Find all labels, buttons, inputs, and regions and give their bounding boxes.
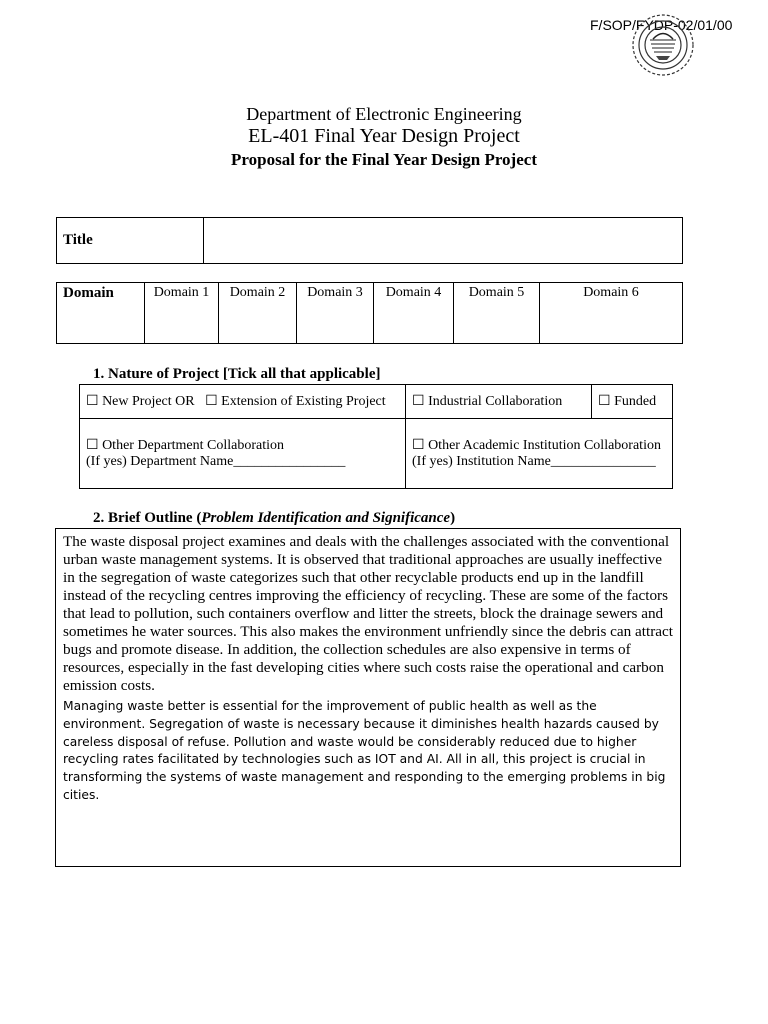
industrial-label: Industrial Collaboration [428,394,563,409]
extension-label: Extension of Existing Project [221,394,386,409]
other-academic-label: Other Academic Institution Collaboration [428,438,661,453]
domain-cell[interactable]: Domain 6 [540,283,683,344]
nature-heading: 1. Nature of Project [Tick all that applicable] [93,366,381,382]
funded-label: Funded [614,394,657,409]
other-dept-cell [80,419,406,489]
nature-table [79,384,673,489]
title-label: Title [57,218,204,264]
domain-cell[interactable]: Domain 1 [145,283,219,344]
title-table [56,217,683,264]
checkbox-icon[interactable]: ☐ [598,394,611,409]
checkbox-icon[interactable]: ☐ [86,394,99,409]
other-academic-cell [406,419,673,489]
domain-cell[interactable]: Domain 4 [374,283,454,344]
outline-heading-close: ) [450,510,456,526]
funded-cell [592,385,673,419]
new-or-extension-cell [80,385,406,419]
document-code: F/SOP/FYDP-02/01/00 [590,17,733,33]
domain-cell[interactable]: Domain 3 [297,283,374,344]
checkbox-icon[interactable]: ☐ [412,394,425,409]
dept-name-line[interactable]: (If yes) Department Name________________ [86,454,346,469]
domain-label: Domain [57,283,145,344]
title-field[interactable] [204,218,683,264]
inst-name-line[interactable]: (If yes) Institution Name_______________ [412,454,656,469]
domain-table [56,282,683,344]
course-heading: EL-401 Final Year Design Project [248,125,520,147]
proposal-heading: Proposal for the Final Year Design Project [231,150,537,169]
new-project-label: New Project OR [102,394,195,409]
outline-heading-italic: Problem Identification and Significance [201,510,451,526]
outline-box[interactable] [55,528,681,867]
outline-paragraph-2: Managing waste better is essential for the improvement of public health as well as the environment. Segregation of waste is necessary because it diminishes health hazards caused by careless disposal of refuse. Pollution and waste would be considerably reduced due to higher recycling rates facilitated by technologies such as IOT and AI. All in all, this project is crucial in transforming the systems of waste management and responding to the emerging problems in big cities. [63,699,666,802]
outline-heading-number: 2. Brief Outline ( [93,510,202,526]
department-heading: Department of Electronic Engineering [246,104,522,124]
checkbox-icon[interactable]: ☐ [205,394,218,409]
outline-heading [93,510,455,527]
checkbox-icon[interactable]: ☐ [86,438,99,453]
industrial-cell [406,385,592,419]
domain-cell[interactable]: Domain 5 [454,283,540,344]
outline-paragraph-1: The waste disposal project examines and deals with the challenges associated with the conventional urban waste management systems. It is observed that traditional approaches are usually ineffective in the segregation of waste categorizes such that other recyclable products end up in the landfill instead of the recycling centres improving the efficiency of recycling. These are some of the factors that lead to pollution, such containers overflow and litter the streets, block the drainage sewers and sometimes he water sources. This also makes the environment unfriendly since the debris can attract bugs and promote disease. In addition, the collection schedules are also expensive in terms of resources, especially in the fast developing cities where such costs raise the operational and carbon emission costs. [63,533,673,694]
other-dept-label: Other Department Collaboration [102,438,285,453]
checkbox-icon[interactable]: ☐ [412,438,425,453]
university-seal-icon [630,10,696,80]
domain-cell[interactable]: Domain 2 [219,283,297,344]
